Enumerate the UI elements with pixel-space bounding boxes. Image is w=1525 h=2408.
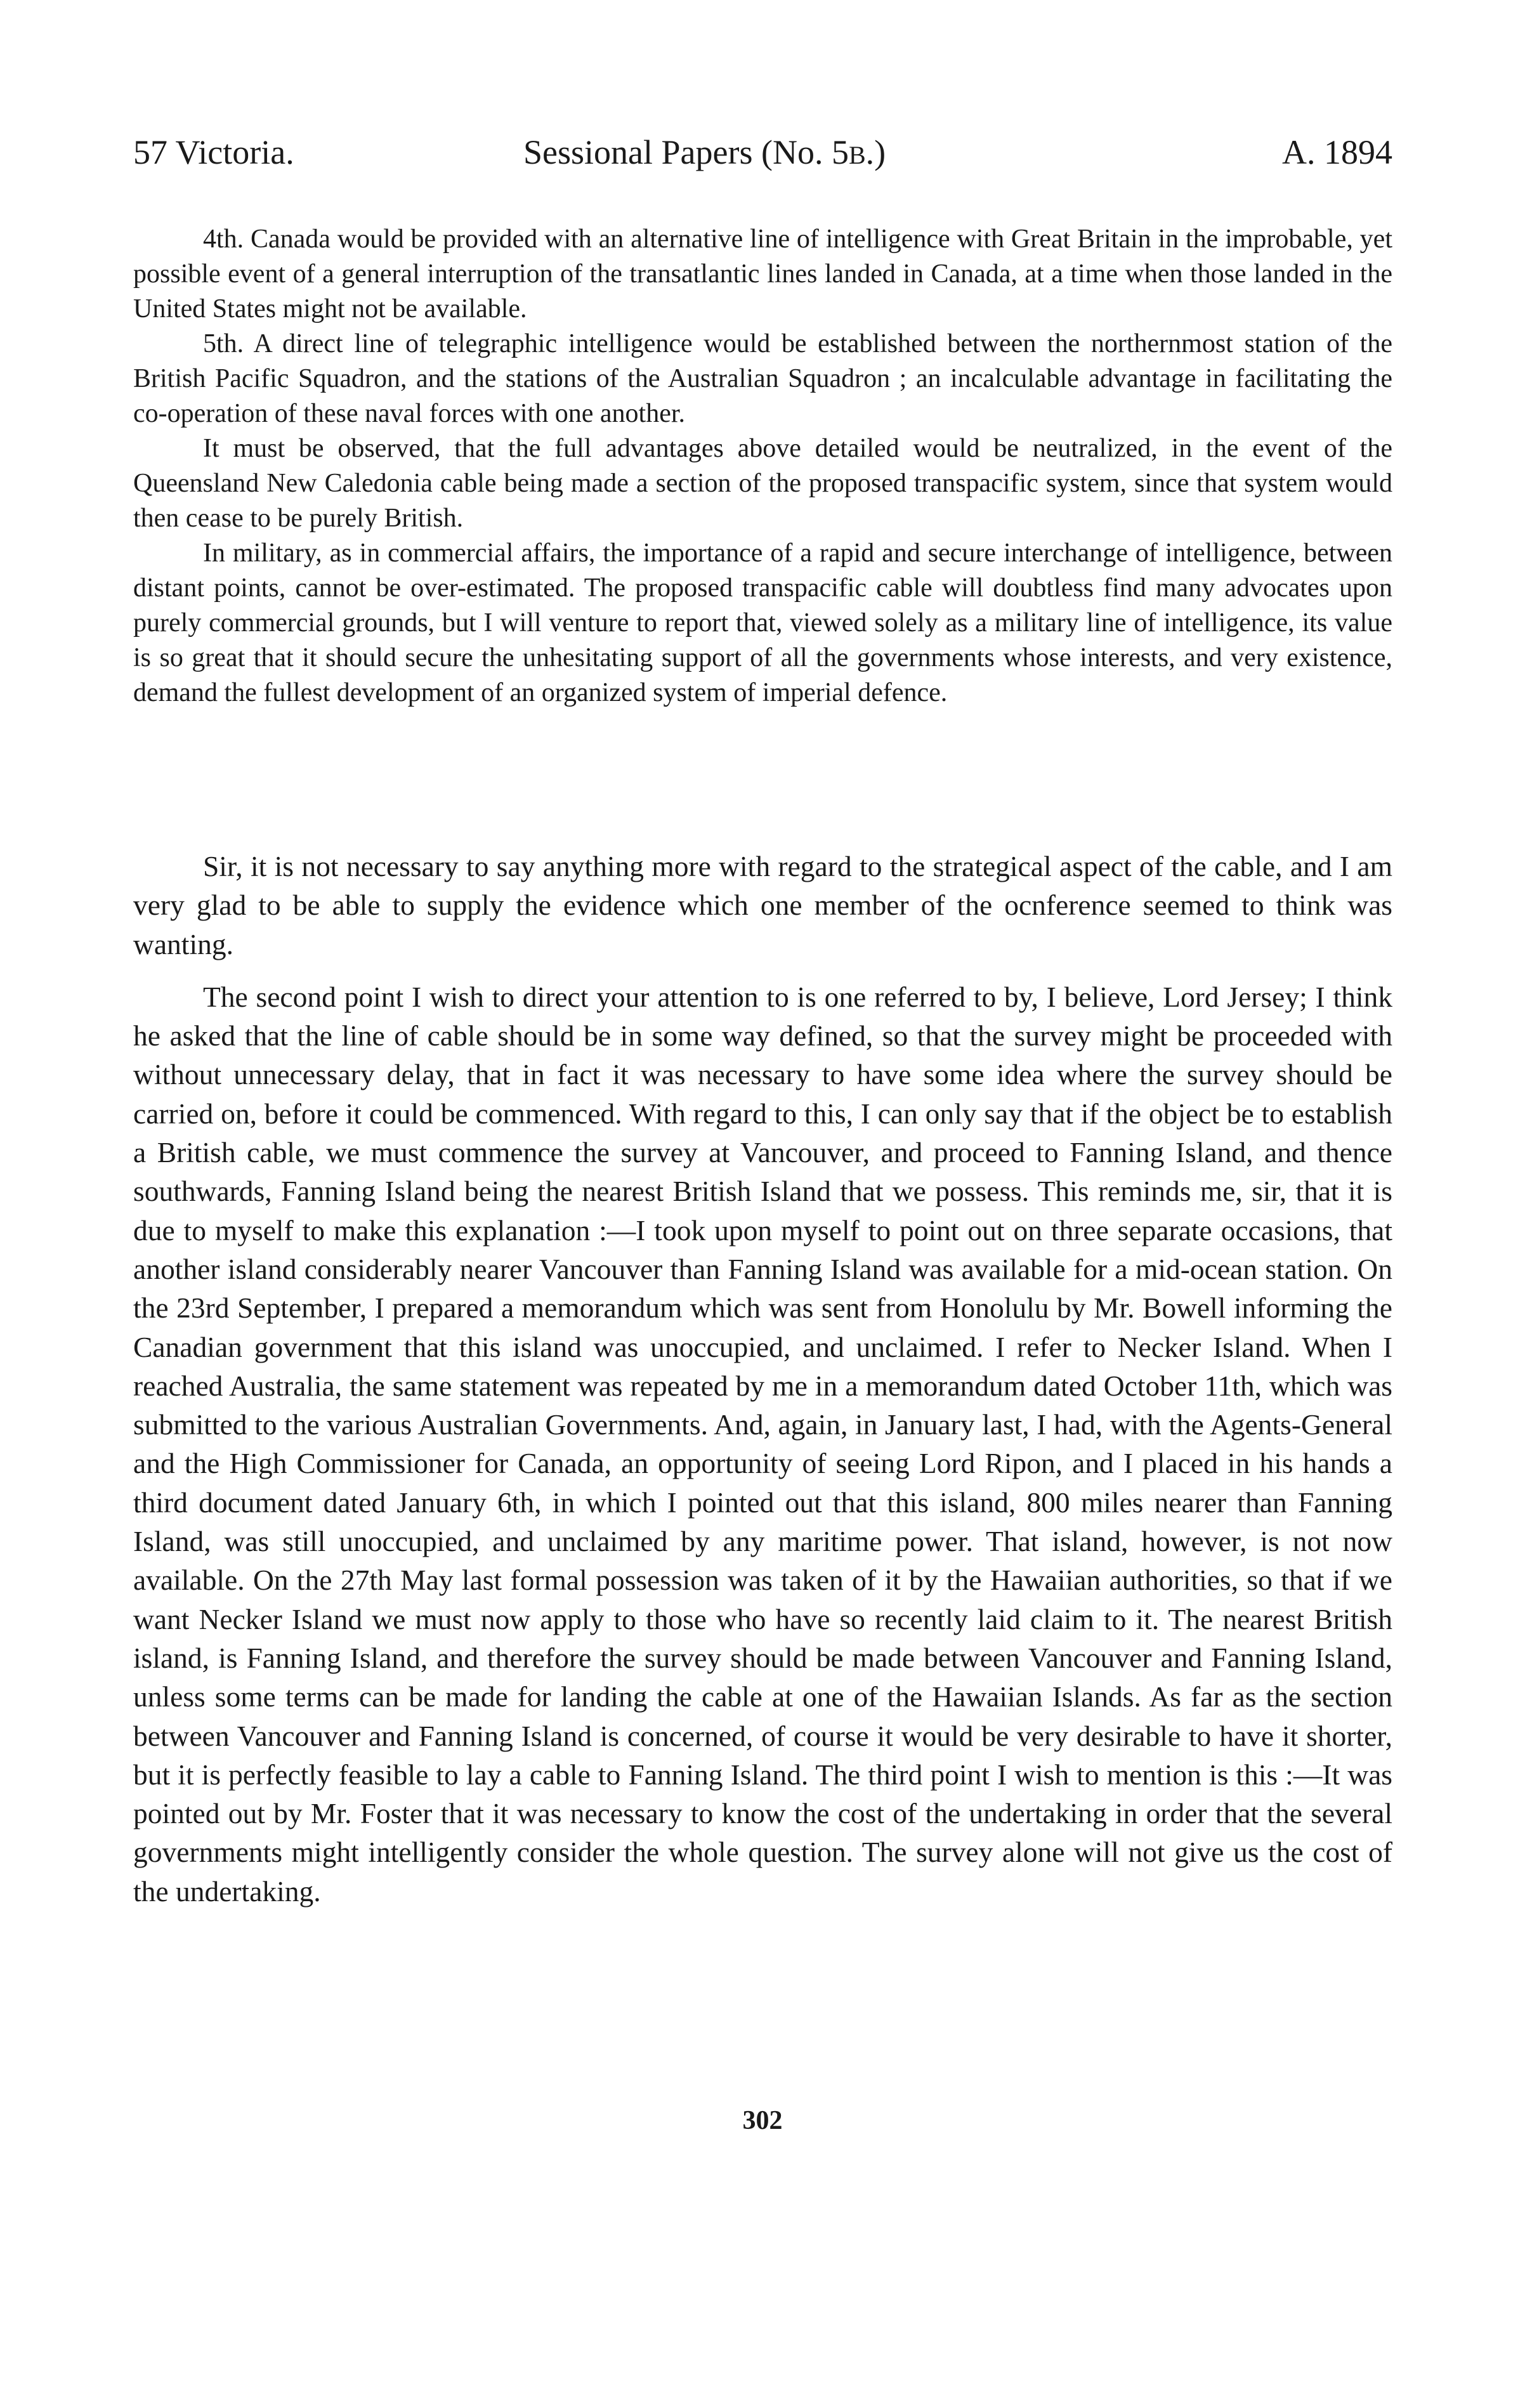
header-title-main: Sessional Papers (No. 5 bbox=[523, 133, 849, 171]
report-extract bbox=[133, 222, 1392, 710]
speech-text bbox=[133, 847, 1392, 1911]
paragraph-strategical-aspect: Sir, it is not necessary to say anything more with regard to the strategical aspect of the cable, and I am very glad to be able to supply the evidence which one member of the ocnference seemed to think was wanting. bbox=[133, 850, 1392, 960]
header-title bbox=[523, 130, 886, 178]
header-session: 57 Victoria. bbox=[133, 133, 294, 171]
paragraph-observation: It must be observed, that the full advantages above detailed would be neutralized, in the event of the Queensland New Caledonia cable being made a section of the proposed transpacific system, since that system would then cease to be purely British. bbox=[133, 434, 1392, 533]
header-title-end: .) bbox=[865, 133, 886, 171]
header-title-sc: B bbox=[848, 141, 866, 169]
page-number: 302 bbox=[742, 2106, 783, 2135]
paragraph-fourth-point: 4th. Canada would be provided with an alternative line of intelligence with Great Britain in the improbable, yet possible event of a general interruption of the transatlantic lines landed in Canada, at a time when those landed in the United States might not be available. bbox=[133, 225, 1392, 324]
paragraph-second-point: The second point I wish to direct your attention to is one referred to by, I believe, Lord Jersey; I think he asked that the line of cable should be in some way defined, so that the survey might be proceeded with without unnecessary delay, that in fact it was necessary to have some idea where the survey should be carried on, before it could be commenced. With regard to this, I can only say that if the object be to establish a British cable, we must commence the survey at Vancouver, and proceed to Fanning Island, and thence southwards, Fanning Island being the nearest British Island that we possess. This reminds me, sir, that it is due to myself to make this explanation :—I took upon myself to point out on three separate occasions, that another island considerably nearer Vancouver than Fanning Island was available for a mid-ocean station. On the 23rd September, I prepared a memorandum which was sent from Honolulu by Mr. Bowell informing the Canadian government that this island was unoccupied, and unclaimed. I refer to Necker Island. When I reached Australia, the same statement was repeated by me in a memorandum dated October 11th, which was submitted to the various Australian Governments. And, again, in January last, I had, with the Agents-General and the High Commissioner for Canada, an opportunity of seeing Lord Ripon, and I placed in his hands a third document dated January 6th, in which I pointed out that this island, 800 miles nearer than Fanning Island, was still unoccupied, and unclaimed by any maritime power. That island, however, is not now available. On the 27th May last formal possession was taken of it by the Hawaiian authorities, so that if we want Necker Island we must now apply to those who have so recently laid claim to it. The nearest British island, is Fanning Island, and therefore the survey should be made between Vancouver and Fanning Island, unless some terms can be made for landing the cable at one of the Hawaiian Islands. As far as the section between Vancouver and Fanning Island is concerned, of course it would be very desirable to have it shorter, but it is perfectly feasible to lay a cable to Fanning Island. The third point I wish to mention is this :—It was pointed out by Mr. Foster that it was necessary to know the cost of the undertaking in order that the several governments might intelligently consider the whole question. The survey alone will not give us the cost of the undertaking. bbox=[133, 980, 1392, 1907]
paragraph-fifth-point: 5th. A direct line of telegraphic intelligence would be established between the northernmost station of the British Pacific Squadron, and the stations of the Australian Squadron ; an incalculable advantage in facilitating the co-operation of these naval forces with one another. bbox=[133, 329, 1392, 428]
running-header bbox=[133, 130, 1392, 174]
header-year: A. 1894 bbox=[1282, 133, 1392, 171]
paragraph-military-affairs: In military, as in commercial affairs, the importance of a rapid and secure interchange of intelligence, between distant points, cannot be over-estimated. The proposed transpacific cable will doubtless find many advocates upon purely commercial grounds, but I will venture to report that, viewed solely as a military line of intelligence, its value is so great that it should secure the unhesitating support of all the governments whose interests, and very existence, demand the fullest development of an organized system of imperial defence. bbox=[133, 539, 1392, 707]
